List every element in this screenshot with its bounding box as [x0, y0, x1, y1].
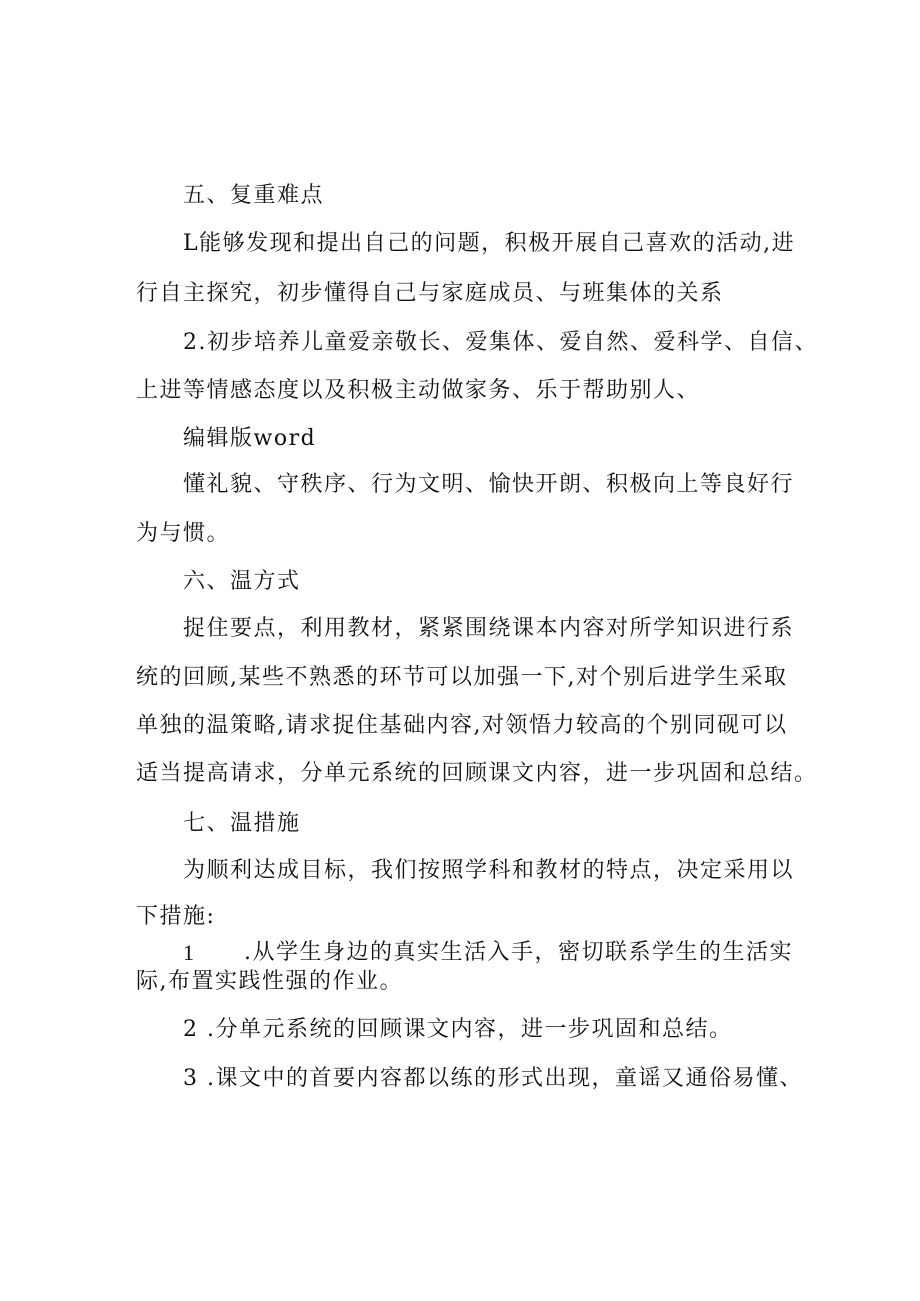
heading-review-difficulties: 五、复重难点	[183, 183, 325, 208]
paragraph-line: 适当提高请求，分单元系统的回顾课文内容，进一步巩固和总结。	[136, 761, 818, 786]
paragraph-line: L能够发现和提出自己的问题，积极开展自己喜欢的活动,进	[183, 231, 796, 256]
list-item-text: .从学生身边的真实生活入手，密切联系学生的生活实	[244, 940, 793, 965]
paragraph-line: 捉住要点，利用教材，紧紧围绕课本内容对所学知识进行系	[183, 616, 795, 641]
heading-review-method: 六、温方式	[183, 569, 301, 594]
paragraph-line: 统的回顾,某些不熟悉的环节可以加强一下,对个别后进学生采取	[136, 665, 788, 690]
paragraph-line: 行自主探究，初步懂得自己与家庭成员、与班集体的关系	[136, 281, 724, 306]
watermark-text: 编辑版word	[183, 426, 317, 451]
list-item-text: 际,布置实践性强的作业。	[136, 969, 403, 994]
list-item: 2 .分单元系统的回顾课文内容，进一步巩固和总结。	[183, 1017, 733, 1042]
paragraph-line: 下措施:	[136, 904, 216, 929]
list-item: 3 .课文中的首要内容都以练的形式出现，童谣又通俗易懂、	[183, 1066, 803, 1091]
paragraph-line: 上进等情感态度以及积极主动做家务、乐于帮助别人、	[136, 378, 701, 403]
paragraph-line: 单独的温策略,请求捉住基础内容,对领悟力较高的个别同砚可以	[136, 713, 788, 738]
paragraph-line: 2.初步培养儿童爱亲敬长、爱集体、爱自然、爱科学、自信、	[183, 330, 818, 355]
heading-review-measures: 七、温措施	[183, 811, 301, 836]
paragraph-line: 懂礼貌、守秩序、行为文明、愉快开朗、积极向上等良好行	[183, 472, 795, 497]
paragraph-line: 为与惯。	[136, 521, 231, 546]
list-item-number: 1	[183, 940, 194, 965]
paragraph-line: 为顺利达成目标，我们按照学科和教材的特点，决定采用以	[183, 858, 795, 883]
